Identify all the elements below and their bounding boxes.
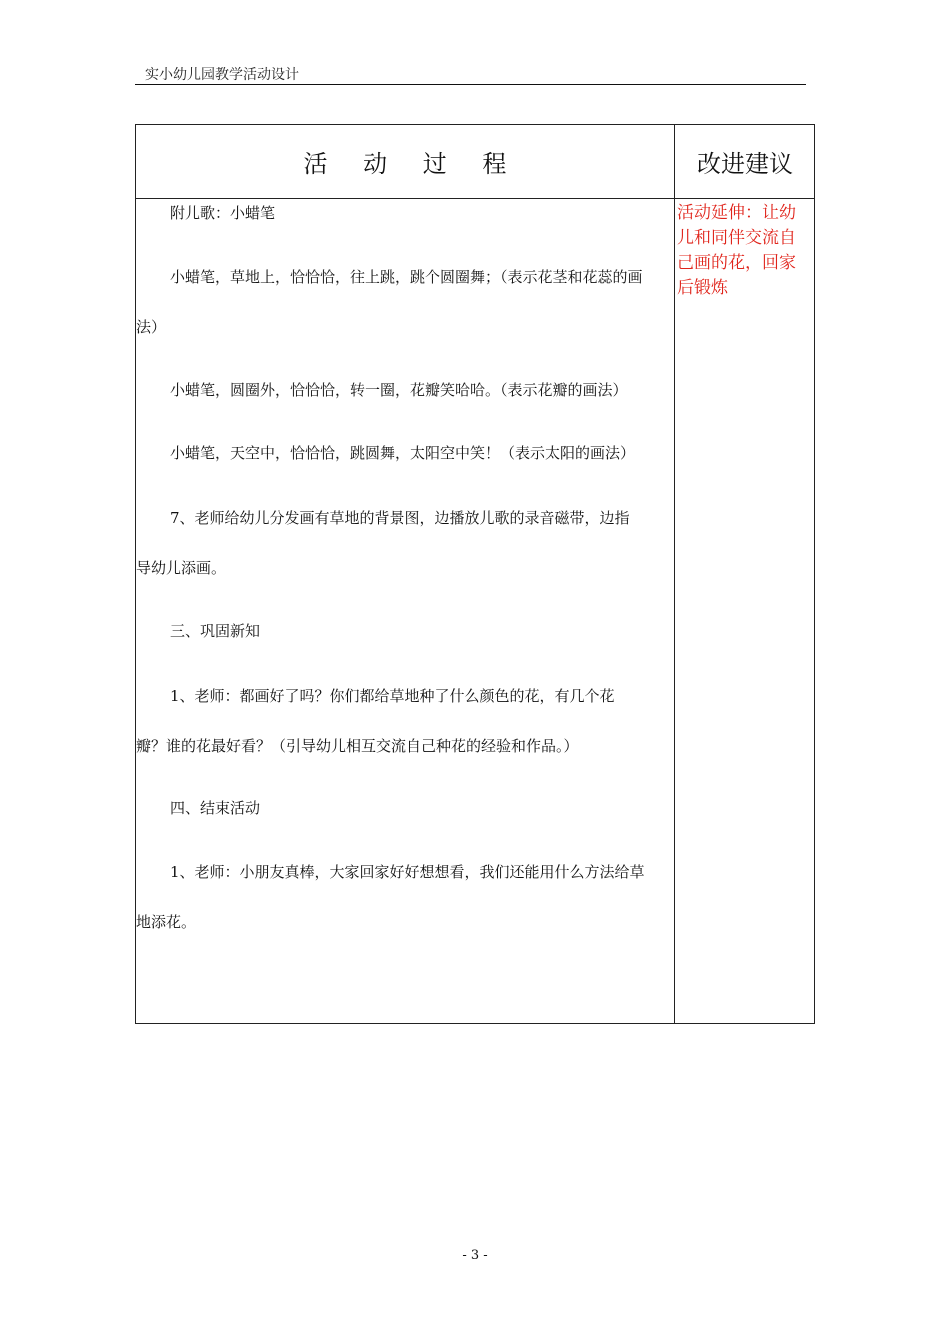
activity-table	[135, 124, 815, 1024]
conclusion-item-1-cont: 地添花。	[136, 913, 197, 931]
suggestion-line: 己画的花，回家	[677, 253, 796, 273]
rhyme-verse-3: 小蜡笔，天空中，恰恰恰，跳圆舞，太阳空中笑！（表示太阳的画法）	[170, 444, 636, 462]
header-rule	[135, 84, 806, 85]
step-7: 7、老师给幼儿分发画有草地的背景图，边播放儿歌的录音磁带，边指	[170, 509, 630, 527]
step-7-cont: 导幼儿添画。	[136, 559, 227, 577]
header-row-rule	[136, 198, 814, 199]
column-divider	[674, 125, 675, 1023]
conclusion-item-1: 1、老师：小朋友真棒，大家回家好好想想看，我们还能用什么方法给草	[170, 863, 645, 881]
suggestion-line: 后锻炼	[677, 278, 728, 298]
suggestion-note	[677, 201, 815, 301]
rhyme-verse-2: 小蜡笔，圆圈外，恰恰恰，转一圈，花瓣笑哈哈。（表示花瓣的画法）	[170, 381, 628, 399]
section-conclusion: 四、结束活动	[170, 799, 261, 817]
header-title: 实小幼儿园教学活动设计	[145, 67, 299, 83]
suggestion-line: 活动延伸：让幼	[677, 203, 796, 223]
section-consolidate: 三、巩固新知	[170, 622, 261, 640]
column-header-process: 活 动 过 程	[303, 150, 521, 178]
column-header-suggestion: 改进建议	[697, 150, 793, 178]
consolidate-item-1-cont: 瓣？谁的花最好看？（引导幼儿相互交流自己种花的经验和作品。）	[136, 737, 579, 755]
consolidate-item-1: 1、老师：都画好了吗？你们都给草地种了什么颜色的花，有几个花	[170, 687, 615, 705]
nursery-rhyme-title: 附儿歌：小蜡笔	[170, 204, 276, 222]
rhyme-verse-1-cont: 法）	[136, 318, 167, 336]
page-number: - 3 -	[462, 1248, 488, 1263]
rhyme-verse-1: 小蜡笔，草地上，恰恰恰，往上跳，跳个圆圈舞；（表示花茎和花蕊的画	[170, 268, 643, 286]
suggestion-line: 儿和同伴交流自	[677, 228, 796, 248]
